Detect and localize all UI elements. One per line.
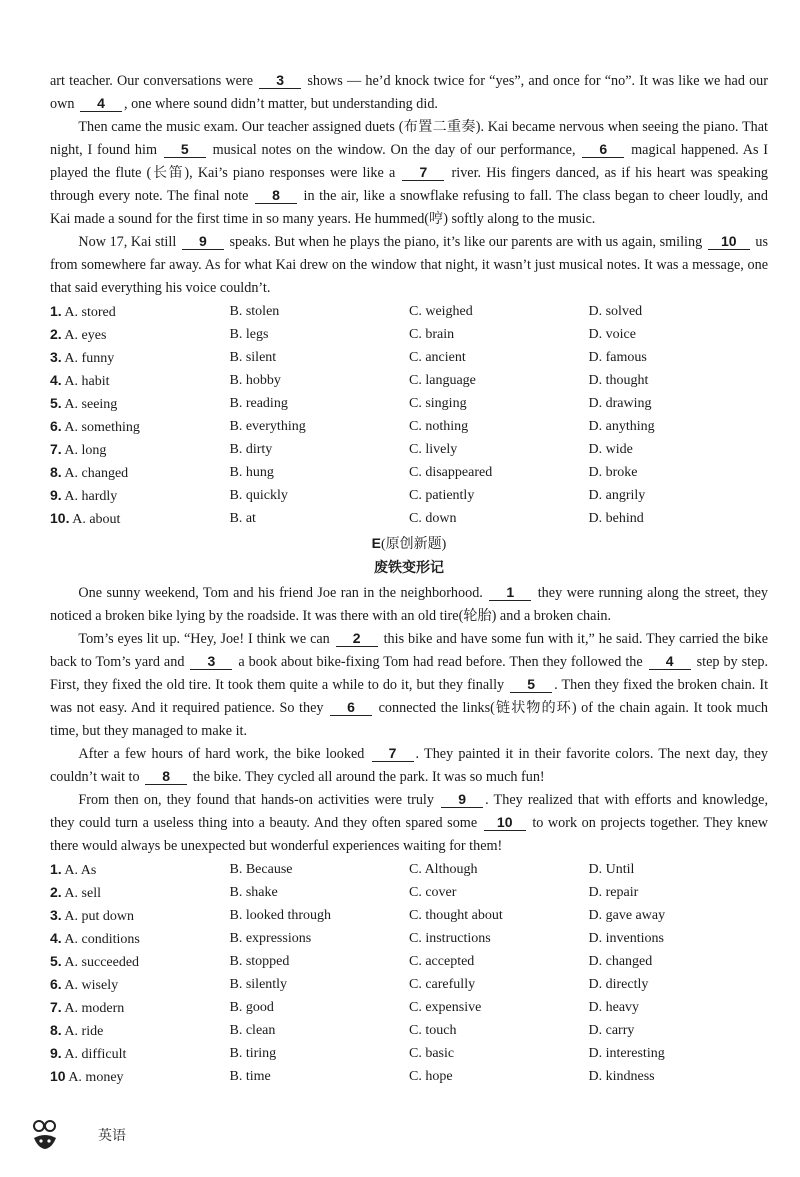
option-row: [50, 507, 768, 530]
text: this bike and have some fun with it,” he said. They carried the bike back to Tom’s yard and: [50, 631, 769, 670]
question-number: 5.: [50, 953, 62, 969]
option-a[interactable]: A. eyes: [64, 328, 107, 343]
question-number: 10: [50, 1068, 66, 1084]
blank: 3: [259, 73, 301, 89]
option-row: [50, 973, 768, 996]
option-d[interactable]: D. wide: [588, 442, 633, 457]
option-d[interactable]: D. solved: [588, 304, 643, 319]
option-a[interactable]: A. succeeded: [64, 955, 140, 970]
option-d[interactable]: D. famous: [588, 350, 647, 365]
option-row: [50, 484, 768, 507]
option-d[interactable]: D. inventions: [588, 931, 664, 946]
option-a[interactable]: A. about: [72, 512, 121, 527]
option-d[interactable]: D. voice: [588, 327, 636, 342]
option-row: [50, 1042, 768, 1065]
option-b[interactable]: B. dirty: [229, 442, 273, 457]
option-b[interactable]: B. at: [229, 511, 256, 526]
blank: 5: [164, 142, 206, 158]
text: One sunny weekend, Tom and his friend Joe ran in the neighborhood.: [78, 585, 483, 601]
option-row: [50, 461, 768, 484]
option-d[interactable]: D. interesting: [588, 1046, 665, 1061]
blank: 10: [708, 234, 750, 250]
section-letter: E: [371, 535, 381, 551]
option-d[interactable]: D. angrily: [588, 488, 646, 503]
question-number: 5.: [50, 395, 62, 411]
option-a[interactable]: A. changed: [64, 466, 129, 481]
option-c[interactable]: C. singing: [409, 396, 467, 411]
option-b[interactable]: B. Because: [229, 862, 293, 877]
option-row: [50, 369, 768, 392]
question-number: 1.: [50, 861, 62, 877]
option-c[interactable]: C. nothing: [409, 419, 469, 434]
option-c[interactable]: C. brain: [409, 327, 455, 342]
option-a[interactable]: A. difficult: [64, 1047, 127, 1062]
blank: 5: [510, 677, 552, 693]
option-d[interactable]: D. repair: [588, 885, 639, 900]
option-c[interactable]: C. accepted: [409, 954, 475, 969]
option-d[interactable]: D. broke: [588, 465, 638, 480]
option-a[interactable]: A. habit: [64, 374, 110, 389]
option-row: [50, 858, 768, 881]
question-number: 4.: [50, 930, 62, 946]
text: the bike. They cycled all around the park. It was so much fun!: [192, 769, 545, 785]
option-row: [50, 1065, 768, 1088]
blank: 2: [336, 631, 378, 647]
option-row: [50, 1019, 768, 1042]
text: river. His fingers danced, as if his heart was speaking through every note. The final note: [50, 165, 769, 204]
text: Now 17, Kai still: [78, 234, 177, 250]
option-b[interactable]: B. looked through: [229, 908, 331, 923]
text: they were running along the street, they noticed a broken bike lying by the roadside. It was there with an old tire(轮胎) and a broken chain.: [50, 585, 769, 624]
option-row: [50, 927, 768, 950]
blank: 8: [145, 769, 187, 785]
option-d[interactable]: D. behind: [588, 511, 644, 526]
option-c[interactable]: C. ancient: [409, 350, 466, 365]
option-d[interactable]: D. heavy: [588, 1000, 640, 1015]
passage-e-paragraph-4: [50, 789, 768, 858]
option-a[interactable]: A. ride: [64, 1024, 104, 1039]
passage-d-paragraph-3: [50, 231, 768, 300]
option-a[interactable]: A. As: [64, 863, 97, 878]
option-a[interactable]: A. money: [68, 1070, 124, 1085]
publisher-logo-icon: [30, 1118, 60, 1152]
option-c[interactable]: C. disappeared: [409, 465, 493, 480]
option-c[interactable]: C. weighed: [409, 304, 473, 319]
subject-label: 英语: [98, 1128, 126, 1144]
option-row: [50, 438, 768, 461]
blank: 4: [80, 96, 122, 112]
text: art teacher. Our conversations were: [50, 73, 253, 89]
option-d[interactable]: D. directly: [588, 977, 649, 992]
option-b[interactable]: B. silent: [229, 350, 277, 365]
question-number: 6.: [50, 418, 62, 434]
question-number: 3.: [50, 349, 62, 365]
option-row: [50, 881, 768, 904]
option-a[interactable]: A. conditions: [64, 932, 140, 947]
section-e-heading: [50, 532, 768, 556]
text: step by step. First, they fixed the old tire. It took them quite a while to do it, but they finally: [50, 654, 769, 693]
blank: 1: [489, 585, 531, 601]
blank: 9: [441, 792, 483, 808]
option-b[interactable]: B. hobby: [229, 373, 281, 388]
option-a[interactable]: A. something: [64, 420, 140, 435]
blank: 7: [402, 165, 444, 181]
option-b[interactable]: B. stolen: [229, 304, 280, 319]
option-d[interactable]: D. anything: [588, 419, 655, 434]
option-row: [50, 300, 768, 323]
blank: 9: [182, 234, 224, 250]
text: After a few hours of hard work, the bike looked: [78, 746, 365, 762]
text: us from somewhere far away. As for what Kai drew on the window that night, it wasn’t just musical notes. It was a message, one that said everything his voice couldn’t.: [50, 234, 768, 296]
option-a[interactable]: A. modern: [64, 1001, 125, 1016]
option-b[interactable]: B. reading: [229, 396, 288, 411]
option-b[interactable]: B. good: [229, 1000, 274, 1015]
blank: 3: [190, 654, 232, 670]
text: Tom’s eyes lit up. “Hey, Joe! I think we can: [78, 631, 330, 647]
option-a[interactable]: A. funny: [64, 351, 115, 366]
passage-e-paragraph-1: [50, 582, 768, 628]
text: From then on, they found that hands-on activities were truly: [78, 792, 434, 808]
option-c[interactable]: C. cover: [409, 885, 457, 900]
option-c[interactable]: C. carefully: [409, 977, 476, 992]
options-d: [50, 300, 768, 530]
option-row: [50, 346, 768, 369]
text: musical notes on the window. On the day of our performance,: [212, 142, 576, 158]
option-a[interactable]: A. stored: [64, 305, 116, 320]
section-e-title: 废铁变形记: [374, 560, 444, 576]
question-number: 10.: [50, 510, 70, 526]
blank: 8: [255, 188, 297, 204]
option-a[interactable]: A. sell: [64, 886, 101, 901]
option-b[interactable]: B. everything: [229, 419, 306, 434]
question-number: 7.: [50, 999, 62, 1015]
option-b[interactable]: B. quickly: [229, 488, 288, 503]
blank: 7: [372, 746, 414, 762]
option-b[interactable]: B. stopped: [229, 954, 290, 969]
option-row: [50, 415, 768, 438]
option-c[interactable]: C. language: [409, 373, 476, 388]
text: Then came the music exam. Our teacher assigned duets (布置二重奏). Kai became nervous when seeing the piano. That night, I found him: [50, 119, 768, 158]
option-c[interactable]: C. lively: [409, 442, 458, 457]
text: a book about bike-fixing Tom had read before. Then they followed the: [238, 654, 643, 670]
option-c[interactable]: C. basic: [409, 1046, 455, 1061]
text: shows — he’d knock twice for “yes”, and once for “no”. It was like we had our own: [50, 73, 768, 112]
option-d[interactable]: D. carry: [588, 1023, 635, 1038]
question-number: 2.: [50, 326, 62, 342]
option-b[interactable]: B. time: [229, 1069, 271, 1084]
option-d[interactable]: D. changed: [588, 954, 653, 969]
option-a[interactable]: A. hardly: [64, 489, 118, 504]
option-b[interactable]: B. clean: [229, 1023, 276, 1038]
passage-d-paragraph-1: [50, 70, 768, 116]
option-b[interactable]: B. silently: [229, 977, 288, 992]
text: speaks. But when he plays the piano, it’s like our parents are with us again, smiling: [229, 234, 703, 250]
question-number: 8.: [50, 1022, 62, 1038]
option-b[interactable]: B. legs: [229, 327, 269, 342]
question-number: 7.: [50, 441, 62, 457]
passage-e-paragraph-2: [50, 628, 768, 743]
worksheet-page: [50, 70, 768, 1088]
option-c[interactable]: C. expensive: [409, 1000, 482, 1015]
option-c[interactable]: C. instructions: [409, 931, 491, 946]
question-number: 4.: [50, 372, 62, 388]
option-b[interactable]: B. shake: [229, 885, 278, 900]
option-row: [50, 950, 768, 973]
question-number: 1.: [50, 303, 62, 319]
passage-e-paragraph-3: [50, 743, 768, 789]
text: connected the links(链状物的环) of the chain again. It took much time, but they managed to make it.: [50, 700, 769, 739]
question-number: 9.: [50, 487, 62, 503]
option-d[interactable]: D. Until: [588, 862, 635, 877]
option-b[interactable]: B. hung: [229, 465, 274, 480]
text: in the air, like a snowflake refusing to fall. The class began to cheer loudly, and Kai made a sound for the first time in so many years. He hummed(哼) softly along to the music.: [50, 188, 768, 227]
blank: 10: [484, 815, 526, 831]
question-number: 3.: [50, 907, 62, 923]
passage-d-paragraph-2: [50, 116, 768, 231]
option-d[interactable]: D. kindness: [588, 1069, 655, 1084]
option-d[interactable]: D. thought: [588, 373, 649, 388]
page-footer: [30, 1118, 126, 1152]
question-number: 6.: [50, 976, 62, 992]
option-c[interactable]: C. touch: [409, 1023, 457, 1038]
option-row: [50, 996, 768, 1019]
section-note: (原创新题): [381, 537, 447, 552]
blank: 6: [582, 142, 624, 158]
option-c[interactable]: C. hope: [409, 1069, 453, 1084]
option-d[interactable]: D. drawing: [588, 396, 652, 411]
option-c[interactable]: C. Although: [409, 862, 478, 877]
question-number: 2.: [50, 884, 62, 900]
text: . They painted it in their favorite colors. The next day, they couldn’t wait to: [50, 746, 768, 785]
option-row: [50, 323, 768, 346]
option-c[interactable]: C. thought about: [409, 908, 503, 923]
option-b[interactable]: B. tiring: [229, 1046, 277, 1061]
text: . They realized that with efforts and knowledge, they could turn a useless thing into a beauty. And they often spared some: [50, 792, 769, 831]
text: . Then they fixed the broken chain. It was not easy. And it required patience. So they: [50, 677, 769, 716]
text: , one where sound didn’t matter, but understanding did.: [123, 96, 438, 112]
option-a[interactable]: A. long: [64, 443, 107, 458]
option-a[interactable]: A. wisely: [64, 978, 119, 993]
blank: 6: [330, 700, 372, 716]
option-c[interactable]: C. down: [409, 511, 457, 526]
option-row: [50, 904, 768, 927]
option-row: [50, 392, 768, 415]
text: to work on projects together. They knew there would always be unexpected but wonderful experiences waiting for them!: [50, 815, 769, 854]
text: magical happened. As I played the flute (长笛), Kai’s piano responses were like a: [50, 142, 769, 181]
question-number: 9.: [50, 1045, 62, 1061]
options-e: [50, 858, 768, 1088]
option-a[interactable]: A. put down: [64, 909, 135, 924]
blank: 4: [649, 654, 691, 670]
option-a[interactable]: A. seeing: [64, 397, 118, 412]
option-c[interactable]: C. patiently: [409, 488, 475, 503]
option-b[interactable]: B. expressions: [229, 931, 312, 946]
question-number: 8.: [50, 464, 62, 480]
option-d[interactable]: D. gave away: [588, 908, 666, 923]
